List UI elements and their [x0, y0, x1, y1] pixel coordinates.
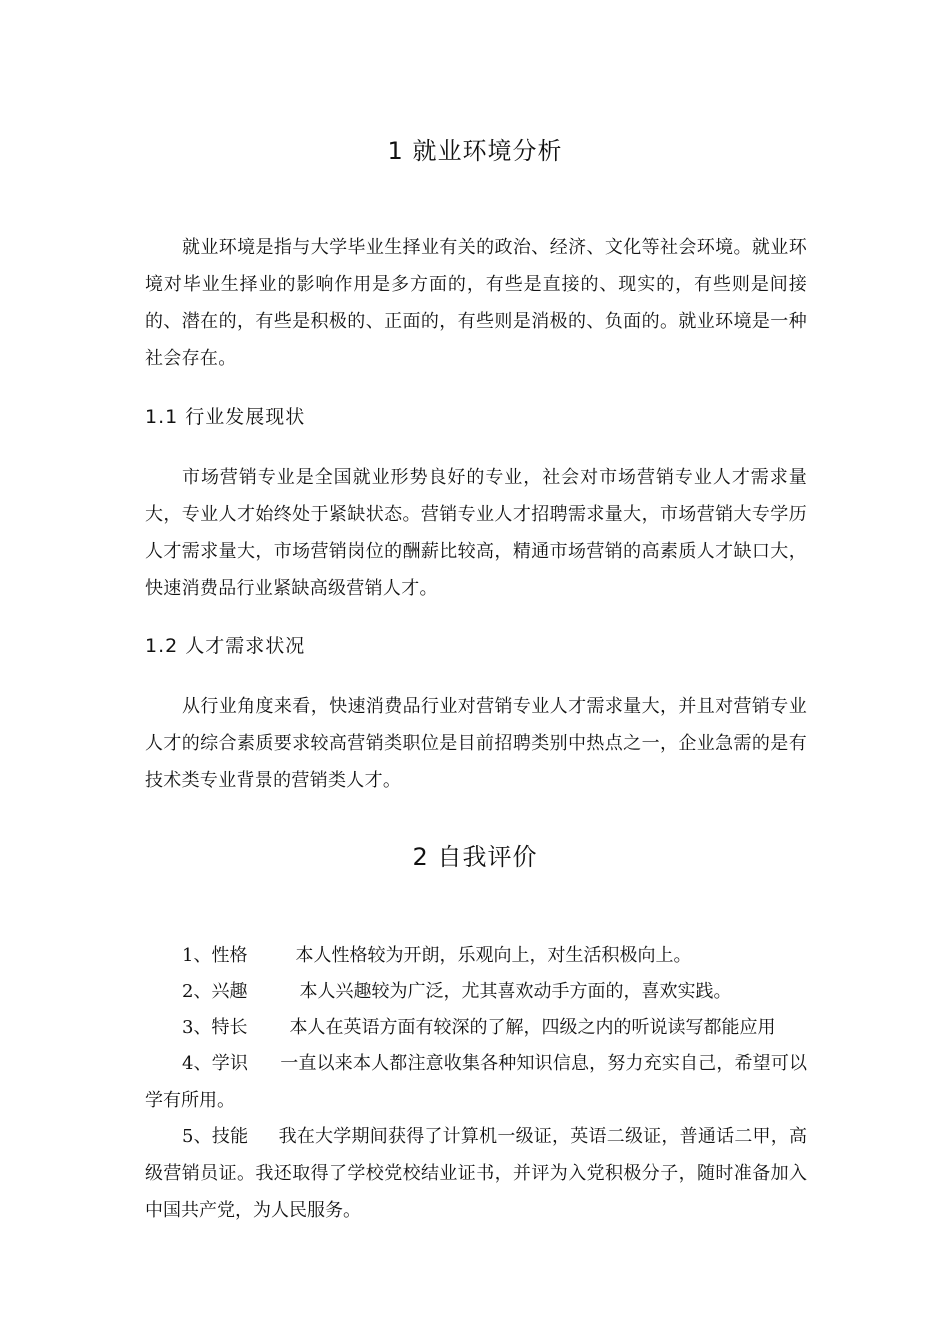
section-2-title: 2 自我评价 — [412, 843, 538, 871]
eval-item-skills — [145, 1118, 807, 1229]
section-1-intro: 就业环境是指与大学毕业生择业有关的政治、经济、文化等社会环境。就业环境对毕业生择业的影响作用是多方面的，有些是直接的、现实的，有些则是间接的、潜在的，有些是积极的、正面的，有些则是消极的、负面的。就业环境是一种社会存在。 — [145, 237, 807, 369]
eval-label: 1、性格 — [182, 945, 248, 966]
eval-text: 我在大学期间获得了计算机一级证，英语二级证，普通话二甲，高级营销员证。我还取得了学校党校结业证书，并评为入党积极分子，随时准备加入中国共产党，为人民服务。 — [145, 1126, 808, 1221]
subsection-1-2-text: 从行业角度来看，快速消费品行业对营销专业人才需求量大，并且对营销专业人才的综合素质要求较高营销类职位是目前招聘类别中热点之一，企业急需的是有技术类专业背景的营销类人才。 — [145, 696, 807, 791]
eval-text: 本人在英语方面有较深的了解，四级之内的听说读写都能应用 — [289, 1017, 776, 1038]
eval-label: 5、技能 — [182, 1126, 249, 1147]
eval-text: 本人兴趣较为广泛，尤其喜欢动手方面的，喜欢实践。 — [299, 981, 732, 1002]
eval-item-specialty — [145, 1009, 807, 1046]
eval-item-knowledge — [145, 1045, 807, 1119]
eval-text: 本人性格较为开朗，乐观向上，对生活积极向上。 — [295, 945, 692, 966]
eval-item-personality — [145, 937, 807, 974]
eval-label: 4、学识 — [182, 1053, 249, 1074]
subsection-1-2-title: 1.2 人才需求状况 — [145, 635, 306, 657]
section-1-title: 1 就业环境分析 — [387, 137, 563, 165]
eval-label: 3、特长 — [182, 1017, 248, 1038]
eval-label: 2、兴趣 — [182, 981, 248, 1002]
subsection-1-1-title: 1.1 行业发展现状 — [145, 406, 306, 428]
eval-text: 一直以来本人都注意收集各种知识信息，努力充实自己，希望可以学有所用。 — [145, 1053, 807, 1111]
eval-item-interest — [145, 973, 807, 1010]
subsection-1-1-text: 市场营销专业是全国就业形势良好的专业，社会对市场营销专业人才需求量大，专业人才始终处于紧缺状态。营销专业人才招聘需求量大，市场营销大专学历人才需求量大，市场营销岗位的酬薪比较高，精通市场营销的高素质人才缺口大，快速消费品行业紧缺高级营销人才。 — [145, 467, 807, 599]
